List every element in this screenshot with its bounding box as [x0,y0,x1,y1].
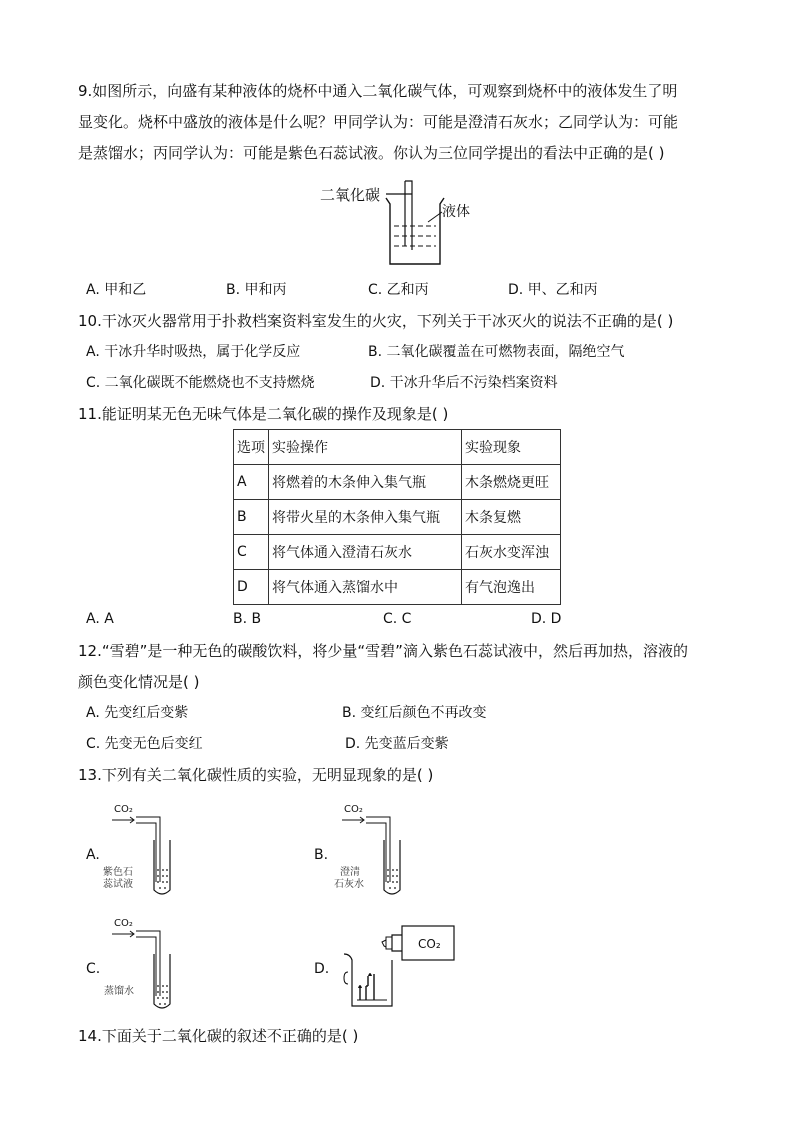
q14-stem: 14.下面关于二氧化碳的叙述不正确的是( ) [78,1027,359,1045]
q11-option-c[interactable]: C. C [383,611,412,627]
q9-beaker-figure [316,178,486,270]
q13-option-c-letter[interactable]: C. [86,961,101,977]
q9-label-liquid: 液体 [442,204,470,220]
liquid-label: 石灰水 [334,879,364,890]
table-cell-phenomenon: 木条复燃 [462,500,561,535]
co2-label: CO₂ [344,804,363,815]
liquid-label: 紫色石 [103,867,133,878]
liquid-label: 蒸馏水 [104,986,134,997]
table-header-option: 选项 [234,430,269,465]
q11-option-d[interactable]: D. D [531,611,562,627]
co2-label: CO₂ [114,804,133,815]
q11-stem: 11.能证明某无色无味气体是二氧化碳的操作及现象是( ) [78,405,449,423]
q13-stem: 13.下列有关二氧化碳性质的实验，无明显现象的是( ) [78,766,434,784]
q10-option-c[interactable]: C. 二氧化碳既不能燃烧也不支持燃烧 [86,375,315,391]
table-cell-operation: 将气体通入澄清石灰水 [269,535,462,570]
q13-figure-b[interactable] [330,798,420,900]
table-row [234,570,561,605]
q13-figure-a[interactable] [100,798,190,900]
q9-option-c[interactable]: C. 乙和丙 [368,282,429,298]
q10-option-a[interactable]: A. 干冰升华时吸热，属于化学反应 [86,344,301,360]
q9-stem-line-3: 是蒸馏水；丙同学认为：可能是紫色石蕊试液。你认为三位同学提出的看法中正确的是( ) [78,144,665,162]
co2-label: CO₂ [114,918,133,929]
q9-option-b[interactable]: B. 甲和丙 [226,282,287,298]
q11-option-a[interactable]: A. A [86,611,114,627]
q10-option-d[interactable]: D. 干冰升华后不污染档案资料 [370,375,558,391]
q12-option-d[interactable]: D. 先变蓝后变紫 [345,736,449,752]
q12-option-c[interactable]: C. 先变无色后变红 [86,736,203,752]
q9-label-co2: 二氧化碳 [320,186,381,204]
q9-stem-line-2: 显变化。烧杯中盛放的液体是什么呢？甲同学认为：可能是澄清石灰水；乙同学认为：可能 [78,113,679,131]
q13-option-b-letter[interactable]: B. [314,847,329,863]
table-cell-option: C [234,535,269,570]
table-cell-option: D [234,570,269,605]
table-cell-phenomenon: 石灰水变浑浊 [462,535,561,570]
table-row [234,500,561,535]
q13-figure-d[interactable] [334,920,464,1016]
liquid-label: 澄清 [340,867,360,878]
table-cell-option: A [234,465,269,500]
q11-option-b[interactable]: B. B [233,611,262,627]
table-header-operation: 实验操作 [269,430,462,465]
q13-option-a-letter[interactable]: A. [86,847,100,863]
table-cell-option: B [234,500,269,535]
q12-option-a[interactable]: A. 先变红后变紫 [86,705,189,721]
q9-stem-line-1: 9.如图所示，向盛有某种液体的烧杯中通入二氧化碳气体，可观察到烧杯中的液体发生了明 [78,82,678,100]
table-cell-phenomenon: 木条燃烧更旺 [462,465,561,500]
liquid-label: 蕊试液 [103,879,133,890]
co2-label: CO₂ [418,937,441,951]
table-cell-operation: 将带火星的木条伸入集气瓶 [269,500,462,535]
q9-option-a[interactable]: A. 甲和乙 [86,282,147,298]
table-cell-operation: 将燃着的木条伸入集气瓶 [269,465,462,500]
table-header-row [234,430,561,465]
q12-stem-line-1: 12.“雪碧”是一种无色的碳酸饮料，将少量“雪碧”滴入紫色石蕊试液中，然后再加热，溶液的 [78,642,688,660]
q13-figure-c[interactable] [100,912,190,1014]
q11-experiment-table [233,429,561,605]
q10-stem: 10.干冰灭火器常用于扑救档案资料室发生的火灾，下列关于干冰灭火的说法不正确的是( ) [78,312,674,330]
q12-stem-line-2: 颜色变化情况是( ) [78,673,200,691]
table-row [234,465,561,500]
table-cell-phenomenon: 有气泡逸出 [462,570,561,605]
q13-option-d-letter[interactable]: D. [314,961,330,977]
q12-option-b[interactable]: B. 变红后颜色不再改变 [342,705,487,721]
q9-option-d[interactable]: D. 甲、乙和丙 [508,282,598,298]
table-row [234,535,561,570]
q10-option-b[interactable]: B. 二氧化碳覆盖在可燃物表面，隔绝空气 [368,344,625,360]
table-header-phenomenon: 实验现象 [462,430,561,465]
table-cell-operation: 将气体通入蒸馏水中 [269,570,462,605]
